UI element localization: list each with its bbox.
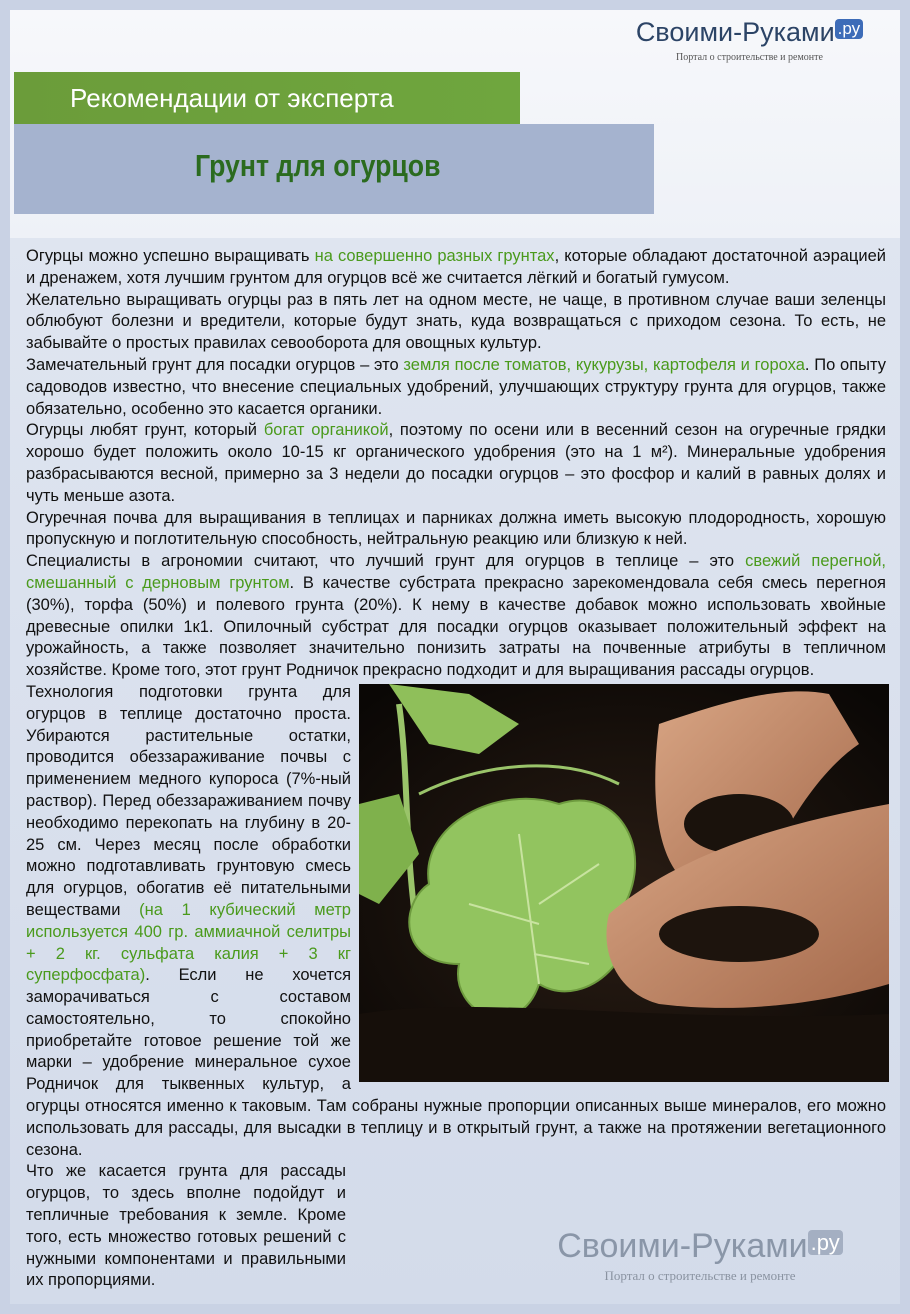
highlight: богат органикой <box>263 421 389 440</box>
watermark-name: Своими-Руками <box>557 1227 808 1265</box>
page-title: Грунт для огурцов <box>195 148 441 183</box>
highlight: на совершенно разных грунтах <box>314 247 555 265</box>
paragraph: Огурцы любят грунт, который богат органикой, поэтому по осени или в весенний сезон на огуречные грядки хорошо будет положить около 10-15 кг органического удобрения (это на 1 м²). Минеральные удобрения разбрасываются весной, примерно за 3 недели до посадки огурцов – это фосфор и калий в равных долях и чуть меньше азота. <box>26 421 886 505</box>
article-body <box>26 246 886 1292</box>
paragraph: Что же касается грунта для рассады огурцов, то здесь вполне подойдут и тепличные требования к земле. Кроме того, есть множество готовых решений с нужными компонентами и правильными их пропорциями. <box>26 1162 346 1290</box>
watermark-logo <box>500 1226 900 1284</box>
logo-tld-badge: .ру <box>835 19 864 39</box>
site-logo[interactable] <box>607 16 892 63</box>
paragraph: Огурцы можно успешно выращивать на совершенно разных грунтах, которые обладают достаточной аэрацией и дренажем, хотя лучшим грунтом для огурцов всё же считается лёгкий и богатый гумусом. <box>26 247 886 287</box>
expert-banner: Рекомендации от эксперта <box>14 72 520 124</box>
watermark-tagline: Портал о строительстве и ремонте <box>604 1268 796 1283</box>
logo-tagline: Портал о строительстве и ремонте <box>676 52 823 63</box>
paragraph: Специалисты в агрономии считают, что лучший грунт для огурцов в теплице – это свежий перегной, смешанный с дерновым грунтом. В качестве субстрата прекрасно зарекомендовала себя смесь перегноя (30%), торфа (50%) и полевого грунта (20%). К нему в качестве добавок можно использовать хвойные древесные опилки 1к1. Опилочный субстрат для посадки огурцов оказывает положительный эффект на урожайность, а также позволяет значительно понизить затраты на почвенные атрибуты в тепличном хозяйстве. Кроме того, этот грунт Родничок прекрасно подходит и для выращивания рассады огурцов. <box>26 552 886 680</box>
highlight: земля после томатов, кукурузы, картофеля и гороха <box>403 355 805 374</box>
watermark-tld-badge: .ру <box>808 1230 843 1255</box>
paragraph: Технология подготовки грунта для огурцов в теплице достаточно проста. Убираются растительные остатки, проводится обеззараживание почвы с применением медного купороса (7%-ный раствор). Перед обеззараживанием почву необходимо перекопать на глубину в 20-25 см. Через месяц после обработки можно подготавливать грунтовую смесь для огурцов, обогатив её питательными веществами (на 1 кубический метр используется 400 гр. аммиачной селитры + 2 кг. сульфата калия + 3 кг суперфосфата). Если не хочется заморачиваться с составом самостоятельно, то спокойно приобретайте готовое решение той же марки – удобрение минеральное сухое Родничок для тыквенных культур, а огурцы относятся именно к таковым. Там собраны нужные пропорции описанных выше минералов, его можно использовать для рассады, для высадки в теплицу и в открытый грунт, а также на протяжении вегетационного сезона. <box>26 682 886 1159</box>
paragraph: Огуречная почва для выращивания в теплицах и парниках должна иметь высокую плодородность, хорошую пропускную и поглотительную способность, нейтральную реакцию или близкую к ней. <box>26 508 886 549</box>
paragraph: Желательно выращивать огурцы раз в пять лет на одном месте, не чаще, в противном случае ваши зеленцы облюбуют болезни и вредители, которые будут знать, куда возвращаться с приходом сезона. То есть, не забывайте о простых правилах севооборота для овощных культур. <box>26 290 886 353</box>
cucumber-soil-photo <box>359 684 889 1082</box>
highlight: (на 1 кубический метр используется 400 гр. аммиачной селитры + 2 кг. сульфата калия + 3 кг суперфосфата) <box>26 900 351 985</box>
highlight: свежий перегной, смешанный с дерновым грунтом <box>26 552 886 592</box>
paragraph: Замечательный грунт для посадки огурцов – это земля после томатов, кукурузы, картофеля и гороха. По опыту садоводов известно, что внесение специальных удобрений, улучшающих структуру грунта для огурцов, также обязательно, особенно это касается органики. <box>26 355 886 418</box>
photo-illustration <box>359 684 889 1082</box>
logo-name: Своими-Руками <box>635 17 835 47</box>
